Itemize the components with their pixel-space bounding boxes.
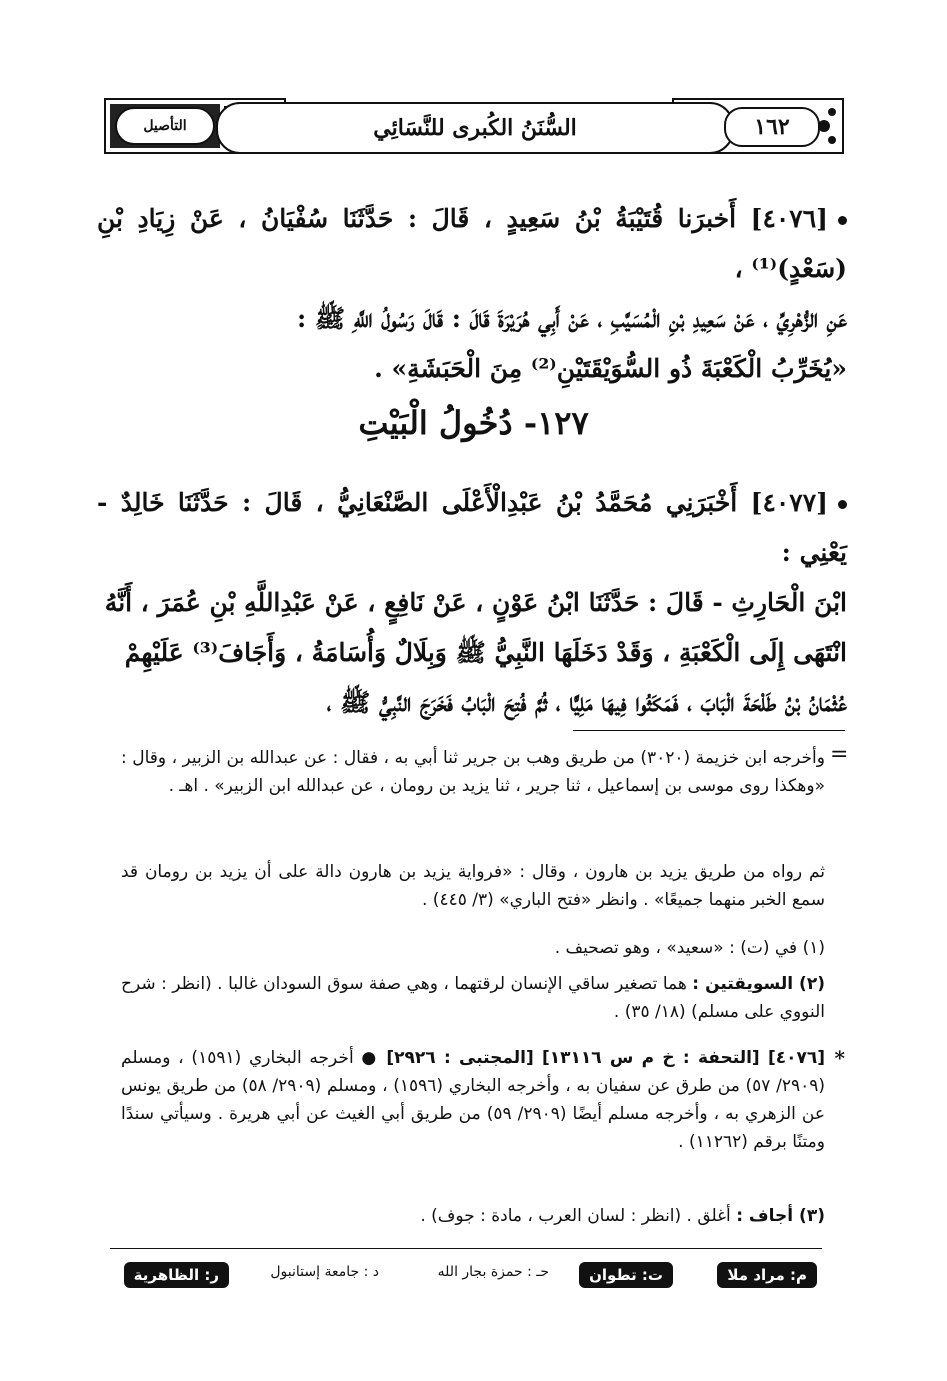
page-title: السُّنَنُ الكُبرى للنَّسَائِي [373,115,577,141]
bullet-icon [838,216,847,225]
hadith-line: عَنِ الزُّهْرِيِّ ، عَنْ سَعِيدِ بْنِ الْمُسَيَّبِ ، عَنْ أَبِي هُرَيْرَةَ قَالَ : قَالَ رَسُولُ اللَّهِ ﷺ : [296,304,847,333]
hadith-line: [٤٠٧٦] أَخبرَنا قُتَيْبَةُ بْنُ سَعِيدٍ ، قَالَ : حَدَّثَنَا سُفْيَانُ ، عَنْ زِيَادِ بْنِ (سَعْدٍ)⁽¹⁾ ، [97,204,847,283]
bullet-icon [838,500,847,509]
page-number: ١٦٢ [724,107,820,147]
footnote-3 [121,1202,825,1230]
hadith-line: «يُخَرِّبُ الْكَعْبَةَ ذُو السُّوَيْقَتَيْنِ⁽²⁾ مِنَ الْحَبَشَةِ» . [374,354,847,383]
footnote-1: (١) في (ت) : «سعيد» ، وهو تصحيف . [554,938,825,958]
hadith-line: عُثْمَانُ بْنُ طَلْحَةَ الْبَابَ ، فَمَكَثُوا فِيهَا مَلِيًّا ، ثُمَّ فُتِحَ الْبَابُ فَخَرَجَ النَّبِيُّ ﷺ ، [326,688,847,717]
footnote-2 [121,970,825,1026]
manuscript-label-h: حـ : حمزة بجار الله [437,1264,549,1280]
hadith-4076 [97,194,847,394]
takhrij-label: [٤٠٧٦] [التحفة : خ م س ١٣١١٦] [المجتبى : ٢٩٢٦] [386,1048,826,1068]
manuscript-badge-t: ت: تطوان [579,1262,673,1288]
manuscript-badge-m: م: مراد ملا [717,1262,817,1288]
bottom-rule [110,1248,822,1249]
takhrij-text: ● أخرجه البخاري (١٥٩١) ، ومسلم (٢٩٠٩/ ٥٧) من طرق عن سفيان به ، وأخرجه البخاري (١٥٩٦) ، ومسلم (٢٩٠٩/ ٥٨) من طريق يونس عن الزهري به ، وأخرجه مسلم أيضًا (٢٩٠٩/ ٥٩) من طريق أبي الغيث عن أبي هريرة . وسيأتي سندًا ومتنًا برقم (١١٢٦٢) . [121,1048,825,1152]
header-title-box [216,102,734,154]
footnote-2-label: (٢) السويقتين : [692,974,825,994]
chapter-heading: ١٢٧- دُخُولُ الْبَيْتِ [358,404,589,442]
footnote-continuation-2: ثم رواه من طريق يزيد بن هارون ، وقال : «فرواية يزيد بن هارون دالة على أن يزيد بن رومان قد سمع الخبر منهما جميعًا» . وانظر «فتح الباري» (٣/ ٤٤٥) . [121,862,825,910]
footnote-separator [573,730,845,731]
manuscript-label-d: د : جامعة إستانبول [270,1264,379,1280]
footnote-2-text: هما تصغير ساقي الإنسان لرقتهما ، وهي صفة سوق السودان غالبا . (انظر : شرح النووي على مسلم) (١٨/ ٣٥) . [121,974,825,1022]
footnote-continuation-1: وأخرجه ابن خزيمة (٣٠٢٠) من طريق وهب بن جرير ثنا أبي به ، فقال : عن عبدالله بن الزبير ، وقال : «وهكذا روى موسى بن إسماعيل ، ثنا جرير ، ثنا يزيد بن رومان ، عن عبدالله ابن الزبير» . اهـ . [121,748,825,796]
hadith-4077 [97,478,847,728]
hadith-line: [٤٠٧٧] أَخْبَرَنِي مُحَمَّدُ بْنُ عَبْدِالْأَعْلَى الصَّنْعَانِيُّ ، قَالَ : حَدَّثَنَا خَالِدٌ - يَعْنِي : [97,488,847,567]
hadith-line: انْتَهَى إِلَى الْكَعْبَةِ ، وَقَدْ دَخَلَهَا النَّبِيُّ ﷺ وَبِلَالٌ وَأُسَامَةُ ، وَأَجَافَ⁽³⁾ عَلَيْهِمْ [124,638,847,667]
footnote-3-text: أغلق . (انظر : لسان العرب ، مادة : جوف) . [420,1206,731,1226]
manuscript-badge-r: ر: الظاهرية [124,1262,229,1288]
takhrij [121,1044,825,1156]
takhrij-star: * [834,1046,845,1070]
logo-text: التأصيل [143,118,187,134]
hadith-line: ابْنَ الْحَارِثِ - قَالَ : حَدَّثَنَا ابْنُ عَوْنٍ ، عَنْ نَافِعٍ ، عَنْ عَبْدِاللَّهِ بْنِ عُمَرَ ، أَنَّهُ [104,588,847,617]
continuation-mark: = [830,742,849,767]
page-header [104,98,844,154]
footnote-3-label: (٣) أجاف : [736,1206,825,1226]
